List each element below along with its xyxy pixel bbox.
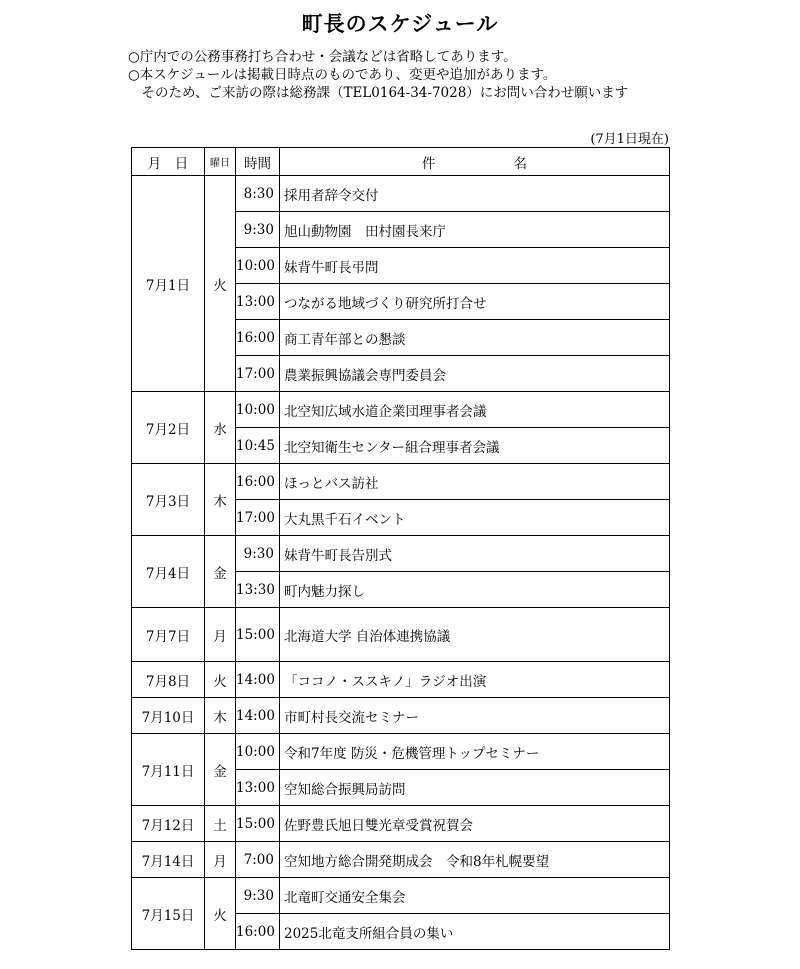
- table-row: [132, 842, 670, 878]
- event-cell: 妹背牛町長告別式: [280, 536, 670, 572]
- time-cell: 7:00: [236, 842, 280, 878]
- event-cell: 農業振興協議会専門委員会: [280, 356, 670, 392]
- table-row: [132, 662, 670, 698]
- date-cell: 7月14日: [132, 842, 205, 878]
- table-row: [132, 176, 670, 212]
- table-row: [132, 698, 670, 734]
- event-cell: 北空知広域水道企業団理事者会議: [280, 392, 670, 428]
- time-cell: 10:00: [236, 248, 280, 284]
- weekday-cell: 金: [205, 734, 236, 806]
- date-cell: 7月4日: [132, 536, 205, 608]
- date-cell: 7月2日: [132, 392, 205, 464]
- table-row: [132, 806, 670, 842]
- weekday-cell: 木: [205, 698, 236, 734]
- event-cell: 市町村長交流セミナー: [280, 698, 670, 734]
- event-cell: 妹背牛町長弔問: [280, 248, 670, 284]
- event-cell: 大丸黒千石イベント: [280, 500, 670, 536]
- date-cell: 7月10日: [132, 698, 205, 734]
- event-cell: 「ココノ・ススキノ」ラジオ出演: [280, 662, 670, 698]
- event-cell: 2025北竜支所組合員の集い: [280, 914, 670, 950]
- event-cell: つながる地域づくり研究所打合せ: [280, 284, 670, 320]
- table-row: [132, 464, 670, 500]
- event-cell: ほっとバス訪社: [280, 464, 670, 500]
- header-title: [280, 148, 670, 176]
- time-cell: 16:00: [236, 320, 280, 356]
- event-cell: 商工青年部との懇談: [280, 320, 670, 356]
- table-row: [132, 734, 670, 770]
- time-cell: 17:00: [236, 356, 280, 392]
- page-title: 町長のスケジュール: [301, 11, 499, 36]
- time-cell: 13:00: [236, 770, 280, 806]
- time-cell: 15:00: [236, 608, 280, 662]
- weekday-cell: 火: [205, 662, 236, 698]
- event-cell: 佐野豊氏旭日雙光章受賞祝賀会: [280, 806, 670, 842]
- time-cell: 14:00: [236, 698, 280, 734]
- time-cell: 13:00: [236, 284, 280, 320]
- schedule-body: [132, 176, 670, 950]
- date-cell: 7月8日: [132, 662, 205, 698]
- weekday-cell: 月: [205, 842, 236, 878]
- time-cell: 8:30: [236, 176, 280, 212]
- date-cell: 7月3日: [132, 464, 205, 536]
- date-cell: 7月12日: [132, 806, 205, 842]
- date-cell: 7月7日: [132, 608, 205, 662]
- event-cell: 空知総合振興局訪問: [280, 770, 670, 806]
- weekday-cell: 火: [205, 878, 236, 950]
- time-cell: 16:00: [236, 464, 280, 500]
- event-cell: 令和7年度 防災・危機管理トップセミナー: [280, 734, 670, 770]
- weekday-cell: 水: [205, 392, 236, 464]
- table-row: [132, 536, 670, 572]
- header-day: 曜日: [205, 148, 236, 176]
- time-cell: 13:30: [236, 572, 280, 608]
- table-row: [132, 392, 670, 428]
- time-cell: 15:00: [236, 806, 280, 842]
- event-cell: 採用者辞令交付: [280, 176, 670, 212]
- time-cell: 9:30: [236, 212, 280, 248]
- time-cell: 16:00: [236, 914, 280, 950]
- weekday-cell: 土: [205, 806, 236, 842]
- header-title-left: 件: [422, 155, 436, 172]
- event-cell: 北竜町交通安全集会: [280, 878, 670, 914]
- date-cell: 7月1日: [132, 176, 205, 392]
- time-cell: 10:45: [236, 428, 280, 464]
- time-cell: 10:00: [236, 734, 280, 770]
- time-cell: 14:00: [236, 662, 280, 698]
- time-cell: 9:30: [236, 536, 280, 572]
- header-date: 月 日: [132, 148, 205, 176]
- note-line: そのため、ご来訪の際は総務課（TEL0164-34-7028）にお問い合わせ願います: [128, 85, 629, 101]
- header-row: [132, 148, 670, 176]
- event-cell: 旭山動物園 田村園長来庁: [280, 212, 670, 248]
- header-time: 時間: [236, 148, 280, 176]
- time-cell: 17:00: [236, 500, 280, 536]
- event-cell: 町内魅力探し: [280, 572, 670, 608]
- note-line: ○本スケジュールは掲載日時点のものであり、変更や追加があります。: [128, 67, 557, 83]
- event-cell: 北海道大学 自治体連携協議: [280, 608, 670, 662]
- table-row: [132, 608, 670, 662]
- event-cell: 北空知衛生センター組合理事者会議: [280, 428, 670, 464]
- note-line: ○庁内での公務事務打ち合わせ・会議などは省略してあります。: [128, 49, 517, 65]
- weekday-cell: 木: [205, 464, 236, 536]
- date-cell: 7月15日: [132, 878, 205, 950]
- schedule-table: [131, 147, 670, 950]
- header-title-right: 名: [513, 155, 527, 172]
- time-cell: 10:00: [236, 392, 280, 428]
- date-cell: 7月11日: [132, 734, 205, 806]
- as-of-date: (7月1日現在): [590, 132, 669, 147]
- weekday-cell: 月: [205, 608, 236, 662]
- time-cell: 9:30: [236, 878, 280, 914]
- table-row: [132, 878, 670, 914]
- event-cell: 空知地方総合開発期成会 令和8年札幌要望: [280, 842, 670, 878]
- notes: [128, 48, 628, 102]
- weekday-cell: 火: [205, 176, 236, 392]
- weekday-cell: 金: [205, 536, 236, 608]
